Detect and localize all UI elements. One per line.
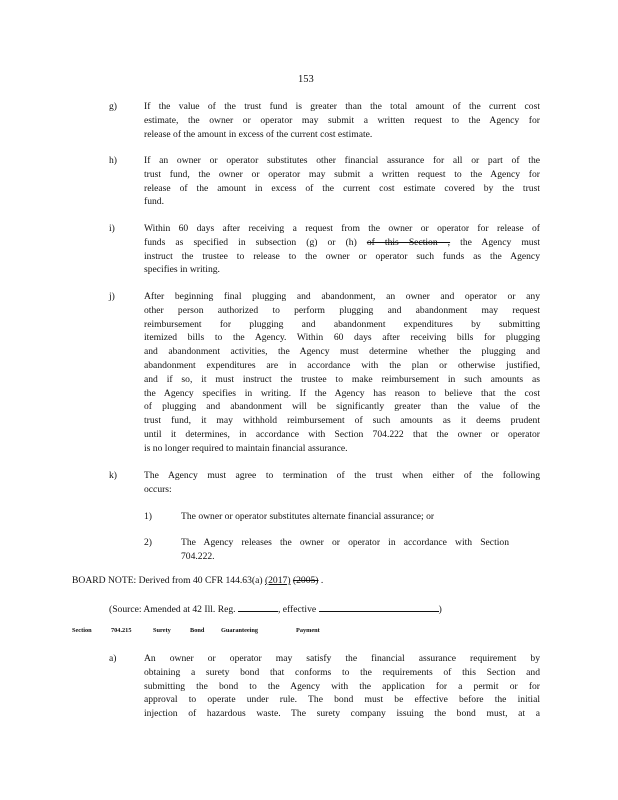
section-title-word: Payment — [296, 627, 320, 634]
item-j-line: the Agency specifies in writing. If the Agency has reason to believe that the cost — [144, 387, 540, 399]
inserted-text: (2017) — [264, 575, 291, 586]
subitem-1-text: The owner or operator substitutes alternate financial assurance; or — [181, 511, 435, 522]
source-end: ) — [438, 604, 442, 615]
board-note-suffix: . — [320, 575, 324, 586]
subitem-1-label: 1) — [144, 511, 152, 522]
item-i-text — [144, 222, 540, 277]
item-h-line: trust fund, the owner or operator may submit a written request to the Agency for — [144, 168, 540, 180]
item-h-line: fund. — [144, 196, 164, 208]
item-j-line: itemized bills to the Agency. Within 60 days after receiving bills for plugging — [144, 332, 540, 344]
item-i-line-2-before: funds as specified in subsection (g) or (h) — [144, 236, 357, 248]
page-number: 153 — [298, 74, 314, 85]
item-h-label: h) — [109, 155, 117, 166]
subitem-2-text — [181, 536, 509, 564]
section-item-a-label: a) — [109, 653, 117, 664]
item-k-label: k) — [109, 470, 117, 481]
item-i-line: Within 60 days after receiving a request from the owner or operator for release of — [144, 223, 540, 234]
item-i-line-2-after: the Agency must — [460, 236, 540, 248]
board-note-prefix: BOARD NOTE: Derived from 40 CFR 144.63(a) — [72, 575, 263, 586]
section-title-word: Surety — [153, 627, 171, 634]
section-number: 704.215 — [111, 627, 132, 634]
section-item-a-line: submitting the bond to the Agency with the application for a permit or for — [144, 680, 540, 692]
effective-date-blank — [319, 601, 439, 612]
item-i-line: specifies in writing. — [144, 264, 220, 276]
item-j-line: and abandonment activities, the Agency must determine whether the plugging and — [144, 346, 540, 358]
section-item-a-line: An owner or operator may satisfy the financial assurance requirement by — [144, 653, 540, 664]
item-j-line: until it determines, in accordance with Section 704.222 that the owner or operator — [144, 428, 540, 440]
item-i-label: i) — [109, 223, 115, 234]
section-item-a-text — [144, 652, 540, 721]
section-item-a-line: injection of hazardous waste. The surety company issuing the bond must, at a — [144, 708, 540, 720]
item-g-label: g) — [109, 101, 117, 112]
item-k-line: The Agency must agree to termination of the trust when either of the following — [144, 470, 540, 481]
source-middle: , effective — [277, 604, 317, 615]
item-j-line: trust fund, it may withhold reimbursement of such amounts as it deems prudent — [144, 415, 540, 427]
item-j-line: reimbursement for plugging and abandonment expenditures by submitting — [144, 318, 540, 330]
item-k-text — [144, 469, 540, 497]
item-j-line: other person authorized to perform plugging and abandonment may request — [144, 304, 540, 316]
deleted-text: (2005) — [292, 575, 319, 586]
item-j-label: j) — [109, 291, 115, 302]
item-k-line: occurs: — [144, 483, 172, 495]
section-label: Section — [72, 627, 92, 634]
item-j-line: abandonment expenditures are in accordance with the plan or otherwise justified, — [144, 359, 540, 371]
source-before: (Source: Amended at 42 Ill. Reg. — [109, 604, 236, 615]
section-title-word: Guaranteeing — [221, 627, 259, 634]
item-i-line: instruct the trustee to release to the owner or operator such funds as the Agency — [144, 250, 540, 262]
item-j-text — [144, 290, 540, 456]
item-j-line: is no longer required to maintain financial assurance. — [144, 442, 348, 454]
item-g-line: release of the amount in excess of the current cost estimate. — [144, 128, 373, 140]
section-title-word: Bond — [190, 627, 205, 634]
section-item-a-line: approval to operate under rule. The bond must be effective before the initial — [144, 694, 540, 706]
deleted-text: of this Section , — [366, 236, 451, 248]
source-note — [109, 601, 442, 617]
item-j-line: of plugging and abandonment will be significantly greater than the value of the — [144, 401, 540, 413]
register-page-blank — [238, 601, 278, 612]
item-h-line: If an owner or operator substitutes other financial assurance for all or part of the — [144, 155, 540, 166]
item-g-line: estimate, the owner or operator may submit a written request to the Agency for — [144, 114, 540, 126]
item-g-line: If the value of the trust fund is greater than the total amount of the current cost — [144, 101, 540, 112]
item-j-line: and if so, it must instruct the trustee to make reimbursement in such amounts as — [144, 373, 540, 385]
item-h-line: release of the amount in excess of the current cost estimate covered by the trust — [144, 182, 540, 194]
subitem-2-line: The Agency releases the owner or operator in accordance with Section — [181, 537, 509, 548]
item-h-text — [144, 154, 540, 209]
section-item-a-line: obtaining a surety bond that conforms to the requirements of this Section and — [144, 666, 540, 678]
item-i-line-2 — [144, 236, 540, 250]
item-g-text — [144, 100, 540, 141]
board-note — [72, 574, 323, 588]
subitem-2-line: 704.222. — [181, 550, 215, 562]
subitem-2-label: 2) — [144, 537, 152, 548]
item-j-line: After beginning final plugging and abandonment, an owner and operator or any — [144, 291, 540, 302]
